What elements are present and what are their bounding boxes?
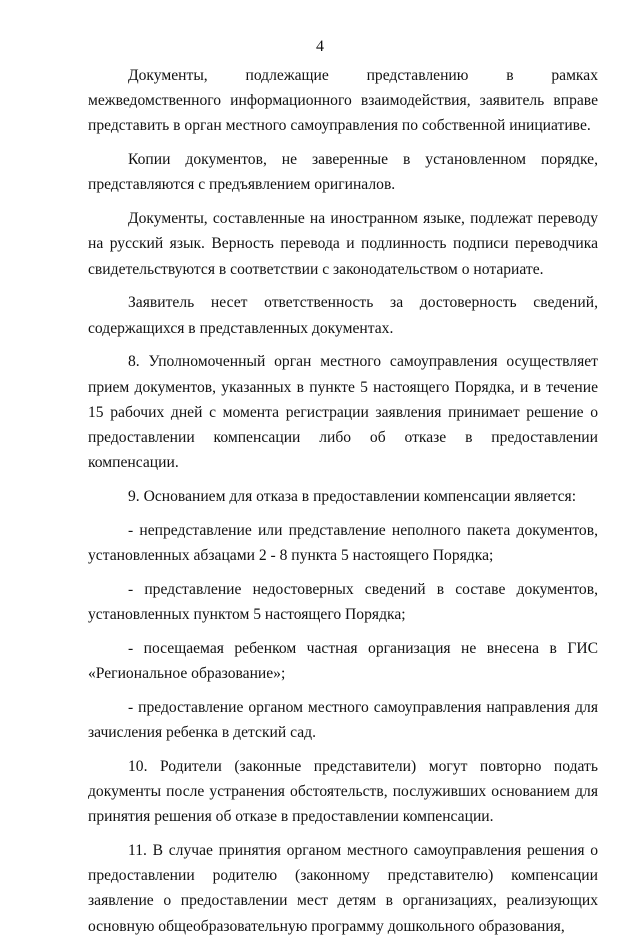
- paragraph-document-copies: Копии документов, не заверенные в установленном порядке, представляются с предъявлением оригиналов.: [88, 151, 598, 194]
- paragraph-clause-8: 8. Уполномоченный орган местного самоуправления осуществляет прием документов, указанных в пункте 5 настоящего Порядка, и в течение 15 рабочих дней с момента регистрации заявления принимает решение о предоставлении компенсации либо об отказе в предоставлении компенсации.: [88, 353, 598, 472]
- page-number: 4: [316, 38, 324, 55]
- paragraph-clause-11: 11. В случае принятия органом местного самоуправления решения о предоставлении родителю (законному представителю) компенсации заявление о предоставлении мест детям в организациях, реализующих основную общеобразовательную программу дошкольного образования,: [88, 842, 598, 935]
- paragraph-clause-10: 10. Родители (законные представители) могут повторно подать документы после устранения обстоятельств, послуживших основанием для принятия решения об отказе в предоставлении компенсации.: [88, 757, 598, 826]
- paragraph-clause-9: 9. Основанием для отказа в предоставлении компенсации является:: [128, 488, 577, 506]
- list-item-incomplete-documents: - непредставление или представление неполного пакета документов, установленных абзацами 2 - 8 пункта 5 настоящего Порядка;: [88, 521, 598, 565]
- list-item-not-in-gis: - посещаемая ребенком частная организация не внесена в ГИС «Региональное образование»;: [88, 639, 598, 683]
- list-item-false-information: - представление недостоверных сведений в составе документов, установленных пунктом 5 настоящего Порядка;: [88, 580, 598, 624]
- document-body: [88, 63, 598, 947]
- paragraph-applicant-responsibility: Заявитель несет ответственность за достоверность сведений, содержащихся в представленных документах.: [88, 294, 598, 337]
- paragraph-foreign-language: Документы, составленные на иностранном языке, подлежат переводу на русский язык. Верность перевода и подлинность подписи переводчика свидетельствуются в соответствии с законодательством о нотариате.: [88, 210, 598, 278]
- paragraph-interagency-documents: Документы, подлежащие представлению в рамках межведомственного информационного взаимодействия, заявитель вправе представить в орган местного самоуправления по собственной инициативе.: [88, 67, 598, 135]
- list-item-kindergarten-referral: - предоставление органом местного самоуправления направления для зачисления ребенка в детский сад.: [88, 698, 598, 742]
